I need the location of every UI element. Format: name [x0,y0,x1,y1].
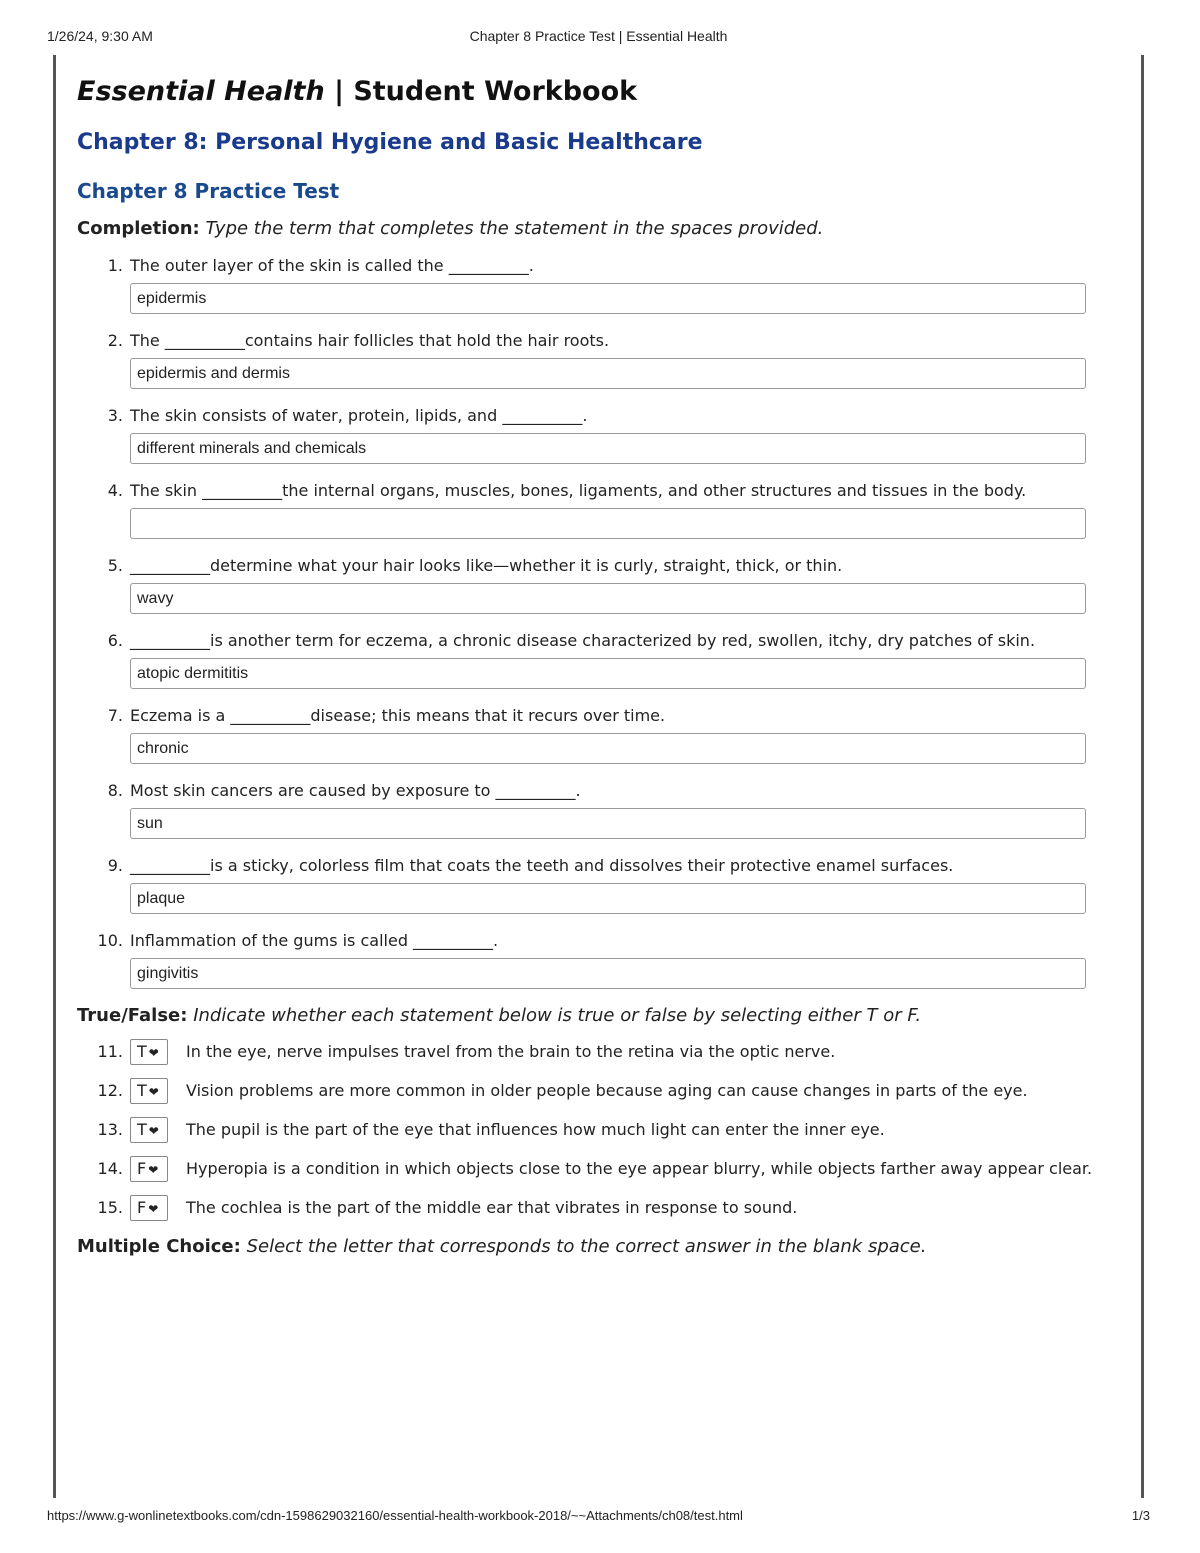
answer-input[interactable]: gingivitis [130,958,1086,989]
question-number: 9. [107,856,123,875]
chapter-title: Chapter 8: Personal Hygiene and Basic Healthcare [77,130,703,155]
true-false-question [77,1078,1122,1104]
question-number: 4. [107,481,123,500]
question-text: Hyperopia is a condition in which objects close to the eye appear blurry, while objects farther away appear clear. [186,1159,1093,1178]
question-number: 7. [107,706,123,725]
true-false-select[interactable] [130,1078,168,1104]
answer-input[interactable]: plaque [130,883,1086,914]
completion-question [77,555,1122,614]
question-text: __________is a sticky, colorless film that coats the teeth and dissolves their protective enamel surfaces. [130,856,954,875]
chevron-down-icon: ❤ [148,1202,159,1216]
completion-label: Completion: [77,218,200,239]
question-number: 12. [97,1081,123,1100]
question-number: 6. [107,631,123,650]
book-title-italic: Essential Health [77,76,325,107]
question-number: 11. [97,1042,123,1061]
question-text: In the eye, nerve impulses travel from the brain to the retina via the optic nerve. [186,1042,836,1061]
completion-question [77,405,1122,464]
completion-question [77,705,1122,764]
chevron-down-icon: ❤ [148,1124,159,1138]
true-false-instructions: Indicate whether each statement below is true or false by selecting either T or F. [193,1005,922,1026]
question-text: The skin __________the internal organs, muscles, bones, ligaments, and other structures and tissues in the body. [130,481,1027,500]
selected-value: T [137,1120,147,1139]
selected-value: F [137,1159,147,1178]
question-text: The pupil is the part of the eye that influences how much light can enter the inner eye. [186,1120,885,1139]
left-border-line [53,55,56,1498]
question-number: 5. [107,556,123,575]
true-false-select[interactable] [130,1195,168,1221]
answer-input[interactable]: epidermis [130,283,1086,314]
completion-question [77,330,1122,389]
question-text: The skin consists of water, protein, lipids, and __________. [130,406,588,425]
true-false-label: True/False: [77,1005,188,1026]
completion-question [77,630,1122,689]
multiple-choice-section-heading [77,1234,1122,1260]
completion-question [77,930,1122,989]
question-text: The __________contains hair follicles that hold the hair roots. [130,331,610,350]
question-number: 14. [97,1159,123,1178]
question-number: 1. [107,256,123,275]
completion-question-list [77,255,1122,989]
print-date: 1/26/24, 9:30 AM [47,28,153,44]
true-false-select[interactable] [130,1117,168,1143]
question-number: 2. [107,331,123,350]
completion-instructions: Type the term that completes the statement in the spaces provided. [205,218,824,239]
question-text: Eczema is a __________disease; this means that it recurs over time. [130,706,666,725]
test-title: Chapter 8 Practice Test [77,179,340,203]
question-number: 10. [97,931,123,950]
true-false-question [77,1195,1122,1221]
question-text: The cochlea is the part of the middle ear that vibrates in response to sound. [186,1198,798,1217]
chevron-down-icon: ❤ [148,1046,159,1060]
completion-question [77,780,1122,839]
chevron-down-icon: ❤ [148,1163,159,1177]
workbook-content [77,72,1122,1260]
question-text: __________is another term for eczema, a chronic disease characterized by red, swollen, itchy, dry patches of skin. [130,631,1036,650]
page-number: 1/3 [1131,1508,1150,1523]
completion-question [77,255,1122,314]
answer-input[interactable]: epidermis and dermis [130,358,1086,389]
true-false-question-list [77,1039,1122,1221]
true-false-question [77,1117,1122,1143]
question-text: Vision problems are more common in older people because aging can cause changes in parts of the eye. [186,1081,1028,1100]
answer-input[interactable] [130,508,1086,539]
question-text: Most skin cancers are caused by exposure to __________. [130,781,581,800]
true-false-select[interactable] [130,1156,168,1182]
multiple-choice-instructions: Select the letter that corresponds to the correct answer in the blank space. [246,1236,927,1257]
print-footer [47,1508,1150,1528]
answer-input[interactable]: atopic dermititis [130,658,1086,689]
book-title-rest: | Student Workbook [324,76,638,107]
completion-question [77,480,1122,539]
chevron-down-icon: ❤ [148,1085,159,1099]
completion-question [77,855,1122,914]
question-number: 3. [107,406,123,425]
question-text: Inflammation of the gums is called __________. [130,931,499,950]
question-number: 15. [97,1198,123,1217]
selected-value: T [137,1042,147,1061]
print-header [47,28,1150,48]
multiple-choice-label: Multiple Choice: [77,1236,241,1257]
true-false-select[interactable] [130,1039,168,1065]
right-border-line [1141,55,1144,1498]
answer-input[interactable]: sun [130,808,1086,839]
question-number: 8. [107,781,123,800]
question-text: The outer layer of the skin is called the __________. [130,256,534,275]
book-title [77,72,1122,112]
selected-value: F [137,1198,147,1217]
question-text: __________determine what your hair looks like—whether it is curly, straight, thick, or thin. [130,556,843,575]
completion-section-heading [77,216,1122,242]
true-false-question [77,1156,1122,1182]
true-false-question [77,1039,1122,1065]
true-false-section-heading [77,1003,1122,1029]
print-url: https://www.g-wonlinetextbooks.com/cdn-1598629032160/essential-health-workbook-2018/~~Attachments/ch08/test.html [47,1508,743,1523]
selected-value: T [137,1081,147,1100]
print-page-title: Chapter 8 Practice Test | Essential Health [469,28,728,44]
question-number: 13. [97,1120,123,1139]
answer-input[interactable]: wavy [130,583,1086,614]
answer-input[interactable]: chronic [130,733,1086,764]
answer-input[interactable]: different minerals and chemicals [130,433,1086,464]
